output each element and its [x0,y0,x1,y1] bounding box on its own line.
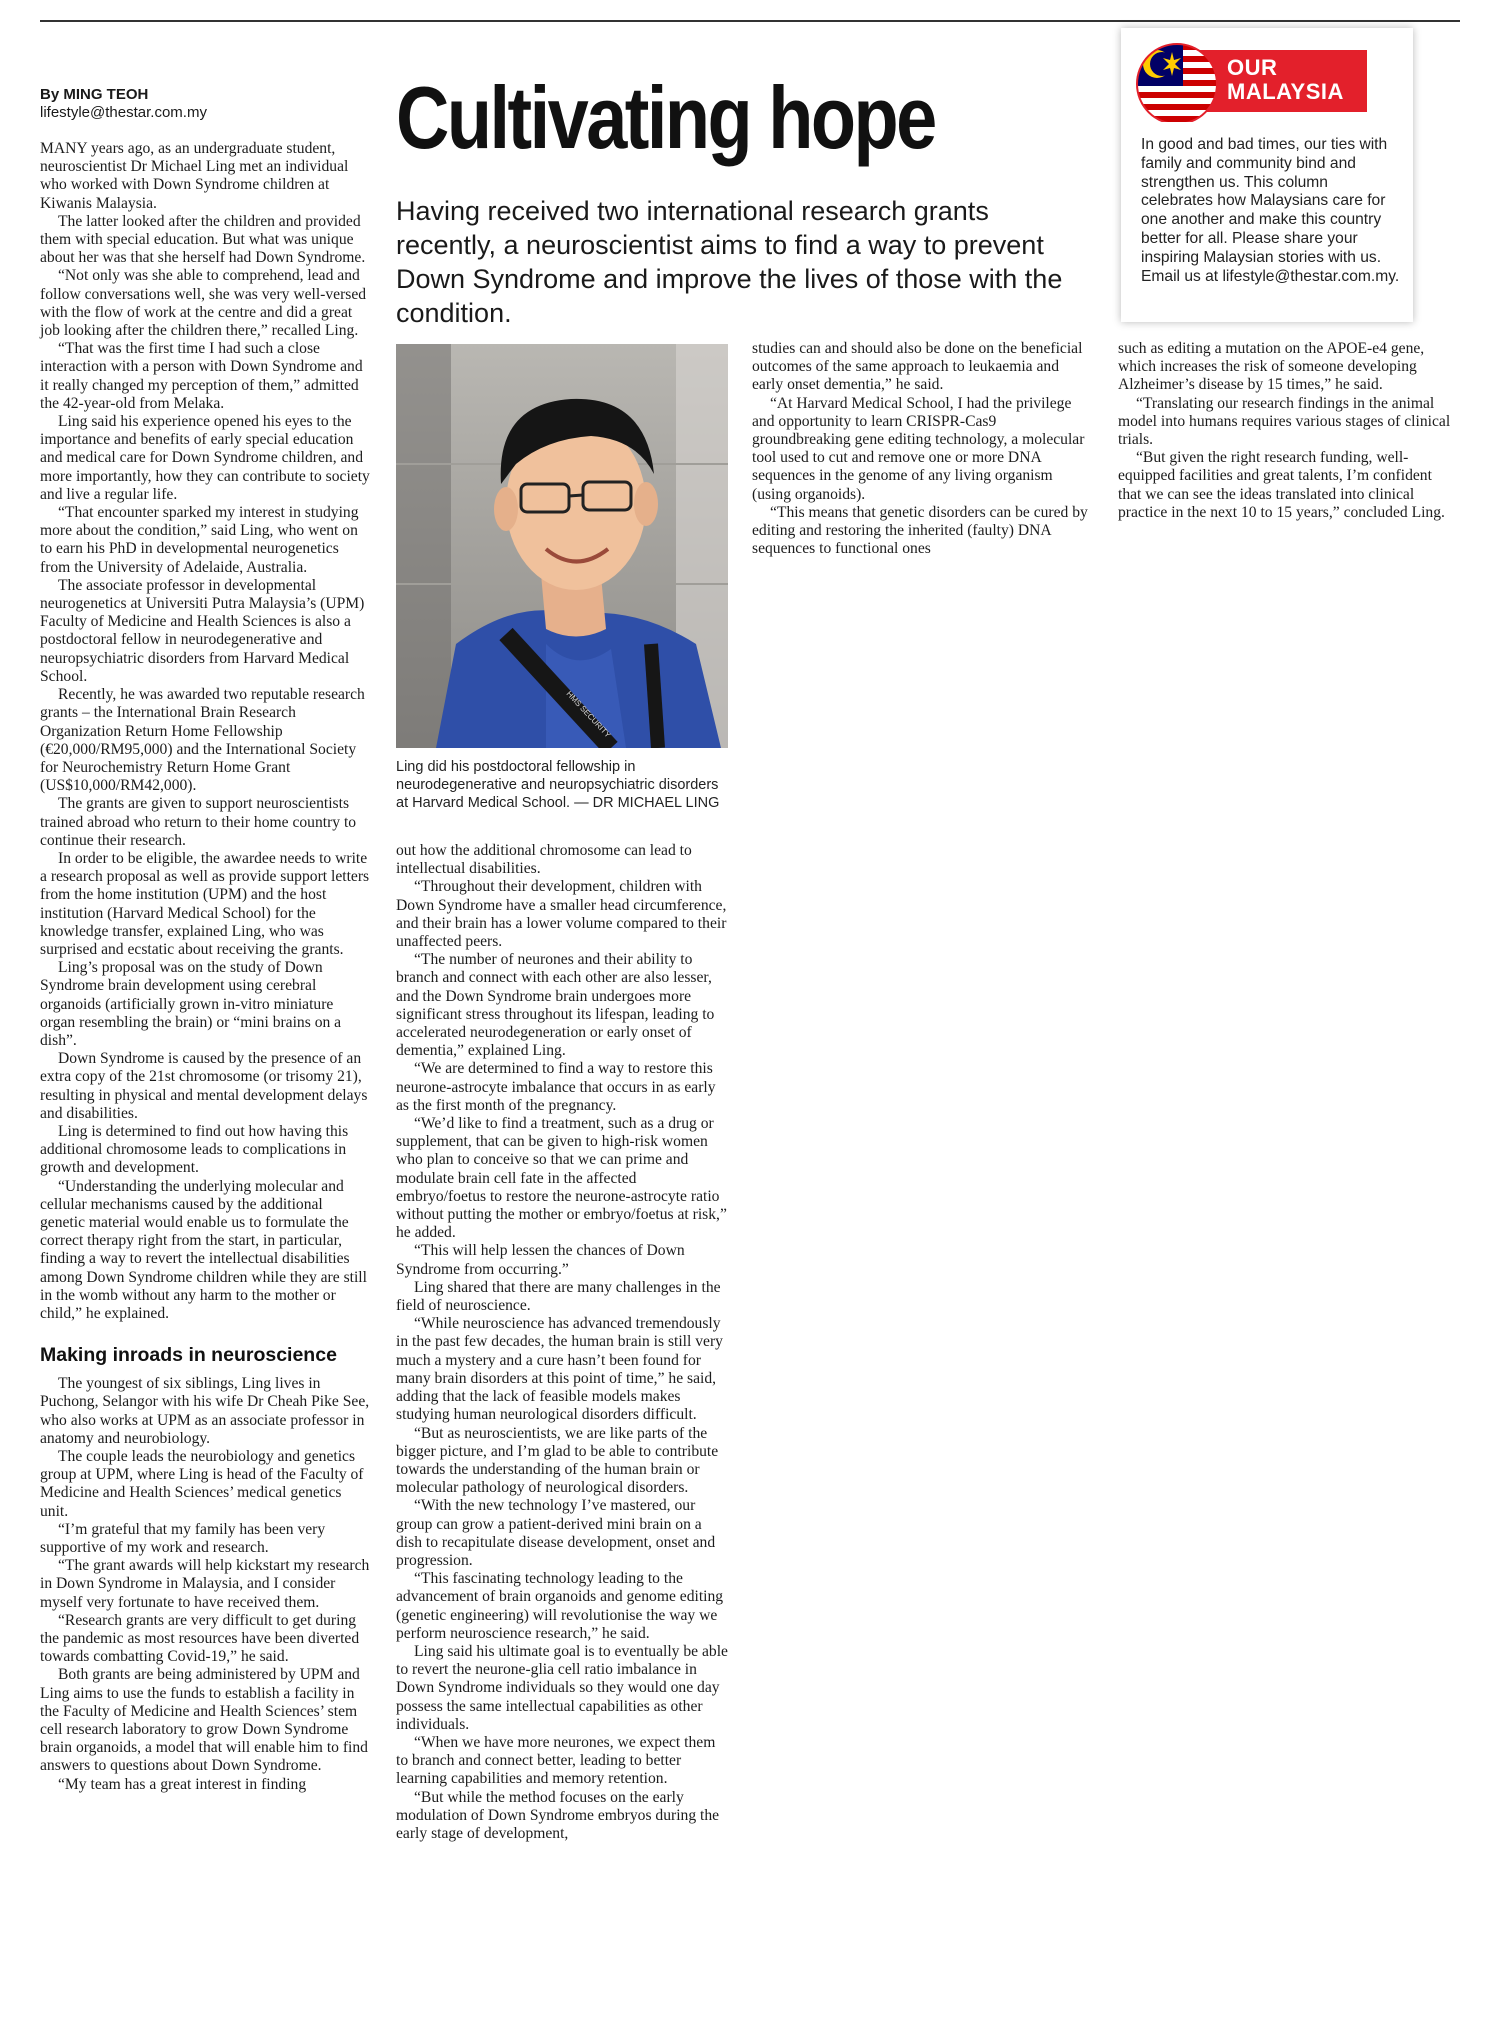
paragraph: Ling said his experience opened his eyes to the importance and benefits of early special education and medical care for Down Syndrome children, and more importantly, how they can contribute to society and live a regular life. [40,413,370,503]
paragraph: “But given the right research funding, well-equipped facilities and great talents, I’m confident that we can see the ideas translated into clinical practice in the next 10 to 15 years,” concluded Ling. [1118,449,1445,521]
paragraph: “While neuroscience has advanced tremendously in the past few decades, the human brain is still very much a mystery and a cure hasn’t been found for many brain disorders at this point of time,” he said, adding that the lack of feasible models makes studying human neurological disorders difficult. [396,1315,723,1424]
article-column-3 [752,340,1092,558]
paragraph: The couple leads the neurobiology and genetics group at UPM, where Ling is head of the Faculty of Medicine and Health Sciences’ medical genetics unit. [40,1448,364,1520]
paragraph: “That encounter sparked my interest in studying more about the condition,” said Ling, who went on to earn his PhD in developmental neurogenetics from the University of Adelaide, Australia. [40,504,359,576]
paragraph: out how the additional chromosome can lead to intellectual disabilities. [396,842,692,878]
headline: Cultivating hope [396,68,935,167]
paragraph: “My team has a great interest in finding [58,1775,307,1793]
paragraph: “Throughout their development, children with Down Syndrome have a smaller head circumference, and their brain has a lower volume compared to their unaffected peers. [396,878,727,951]
article-column-2 [396,842,728,1843]
our-malaysia-promo [1121,28,1413,322]
paragraph: “At Harvard Medical School, I had the privilege and opportunity to learn CRISPR-Cas9 groundbreaking gene editing technology, a molecular tool used to cut and remove one or more DNA sequences in the genome of any living organism (using organoids). [752,394,1085,503]
paragraph: “Understanding the underlying molecular and cellular mechanisms caused by the additional genetic material would enable us to formulate the correct therapy right from the start, in particular, finding a way to revert the intellectual disabilities among Down Syndrome children while they are still in the womb without any harm to the mother or child,” he explained. [40,1177,367,1322]
paragraph: “This will help lessen the chances of Down Syndrome from occurring.” [396,1242,685,1278]
article-column-1 [40,140,370,1794]
paragraph: such as editing a mutation on the APOE-e4 gene, which increases the risk of someone developing Alzheimer’s disease by 15 times,” he said. [1118,340,1425,394]
paragraph: “Translating our research findings in the animal model into humans requires various stages of clinical trials. [1118,394,1451,449]
paragraph: Ling shared that there are many challenges in the field of neuroscience. [396,1278,721,1315]
paragraph: Ling is determined to find out how having this additional chromosome leads to complications in growth and development. [40,1122,349,1177]
subheading: Making inroads in neuroscience [40,1344,337,1367]
paragraph: Both grants are being administered by UPM and Ling aims to use the funds to establish a facility in the Faculty of Medicine and Health Sciences’ stem cell research laboratory to grow Down Syndrome brain organoids, a model that will enable him to find answers to questions about Down Syndrome. [40,1666,368,1775]
paragraph: “With the new technology I’ve mastered, our group can grow a patient-derived mini brain on a dish to recapitulate disease development, onset and progression. [396,1497,716,1569]
paragraph: “But while the method focuses on the early modulation of Down Syndrome embryos during the early stage of development, [396,1788,720,1842]
photo-caption: Ling did his postdoctoral fellowship in neurodegenerative and neuropsychiatric disorders at Harvard Medical School. — DR MICHAEL LING [396,759,720,811]
byline-author: By MING TEOH [40,86,149,103]
standfirst: Having received two international research grants recently, a neuroscientist aims to find a way to prevent Down Syndrome and improve the lives of those with the condition. [396,196,1063,328]
promo-title-line: MALAYSIA [1227,79,1344,104]
promo-title [1227,56,1344,104]
byline [40,86,380,122]
paragraph: “The number of neurones and their ability to branch and connect with each other are also lesser, and the Down Syndrome brain undergoes more significant stress throughout its lifespan, leading to accelerated neurodegeneration or early onset of dementia,” explained Ling. [396,951,715,1060]
paragraph: Ling said his ultimate goal is to eventually be able to revert the neurone-glia cell ratio imbalance in Down Syndrome individuals so they would one day possess the same intellectual capabilities as other individuals. [396,1642,728,1733]
paragraph: “This fascinating technology leading to the advancement of brain organoids and genome editing (genetic engineering) will revolutionise the way we perform neuroscience research,” he said. [396,1570,724,1642]
paragraph: “We are determined to find a way to restore this neurone-astrocyte imbalance that occurs in as early as the first month of the pregnancy. [396,1060,716,1114]
paragraph: In order to be eligible, the awardee needs to write a research proposal as well as provide support letters from the home institution (UPM) and the host institution (Harvard Medical School) for the knowledge transfer, explained Ling, who was surprised and ecstatic about receiving the grants. [40,849,370,958]
paragraph: “When we have more neurones, we expect them to branch and connect better, leading to better learning capabilities and memory retention. [396,1733,716,1788]
paragraph: MANY years ago, as an undergraduate student, neuroscientist Dr Michael Ling met an individual who worked with Down Syndrome children at Kiwanis Malaysia. [40,140,349,212]
paragraph: The youngest of six siblings, Ling lives in Puchong, Selangor with his wife Dr Cheah Pike See, who also works at UPM as an associate professor in anatomy and neurobiology. [40,1375,370,1447]
paragraph: “But as neuroscientists, we are like parts of the bigger picture, and I’m glad to be able to contribute towards the understanding of the human brain or molecular pathology of neurological disorders. [396,1424,719,1497]
article-photo [396,344,728,748]
paragraph: The grants are given to support neuroscientists trained abroad who return to their home country to continue their research. [40,795,357,849]
promo-title-line: OUR [1227,55,1278,80]
paragraph: Ling’s proposal was on the study of Down Syndrome brain development using cerebral organoids (artificially grown in-vitro miniature organ resembling the brain) or “mini brains on a dish”. [40,959,342,1049]
paragraph: The latter looked after the children and provided them with special education. But what was unique about her was that she herself had Down Syndrome. [40,212,366,267]
top-rule [40,20,1460,22]
paragraph: studies can and should also be done on the beneficial outcomes of the same approach to leukaemia and early onset dementia,” he said. [752,340,1083,394]
portrait-illustration [396,344,728,748]
paragraph: “The grant awards will help kickstart my research in Down Syndrome in Malaysia, and I consider myself very fortunate to have received them. [40,1557,370,1611]
paragraph: “We’d like to find a treatment, such as a drug or supplement, that can be given to high-risk women who plan to conceive so that we can prime and modulate brain cell fate in the affected embryo/foetus to restore the neurone-astrocyte ratio without putting the mother or embryo/foetus at risk,” he added. [396,1115,727,1242]
lanyard-text: HMS SECURITY [564,689,613,740]
paragraph: Recently, he was awarded two reputable research grants – the International Brain Research Organization Return Home Fellowship (€20,000/RM95,000) and the International Society for Neurochemistry Return Home Grant (US$10,000/RM42,000). [40,686,365,795]
paragraph: Down Syndrome is caused by the presence of an extra copy of the 21st chromosome (or trisomy 21), resulting in physical and mental development delays and disabilities. [40,1050,368,1122]
byline-email[interactable]: lifestyle@thestar.com.my [40,104,207,121]
paragraph: The associate professor in developmental neurogenetics at Universiti Putra Malaysia’s (UPM) Faculty of Medicine and Health Sciences is also a postdoctoral fellow in neurodegenerative and neuropsychiatric disorders from Harvard Medical School. [40,576,365,685]
paragraph: “Not only was she able to comprehend, lead and follow conversations well, she was very well-versed with the flow of work at the centre and did a great job looking after the children there,” recalled Ling. [40,267,367,340]
paragraph: “That was the first time I had such a close interaction with a person with Down Syndrome and it really changed my perception of them,” admitted the 42-year-old from Melaka. [40,340,363,412]
paragraph: “Research grants are very difficult to get during the pandemic as most resources have been diverted towards combatting Covid-19,” he said. [40,1611,360,1666]
paragraph: “This means that genetic disorders can be cured by editing and restoring the inherited (faulty) DNA sequences to functional ones [752,503,1088,558]
paragraph: “I’m grateful that my family has been very supportive of my work and research. [40,1520,326,1557]
article-column-4 [1118,340,1458,522]
promo-text: In good and bad times, our ties with family and community bind and strengthen us. This column celebrates how Malaysians care for one another and make this country better for all. Please share your inspiring Malaysian stories with us. Email us at lifestyle@thestar.com.my. [1141,136,1400,285]
